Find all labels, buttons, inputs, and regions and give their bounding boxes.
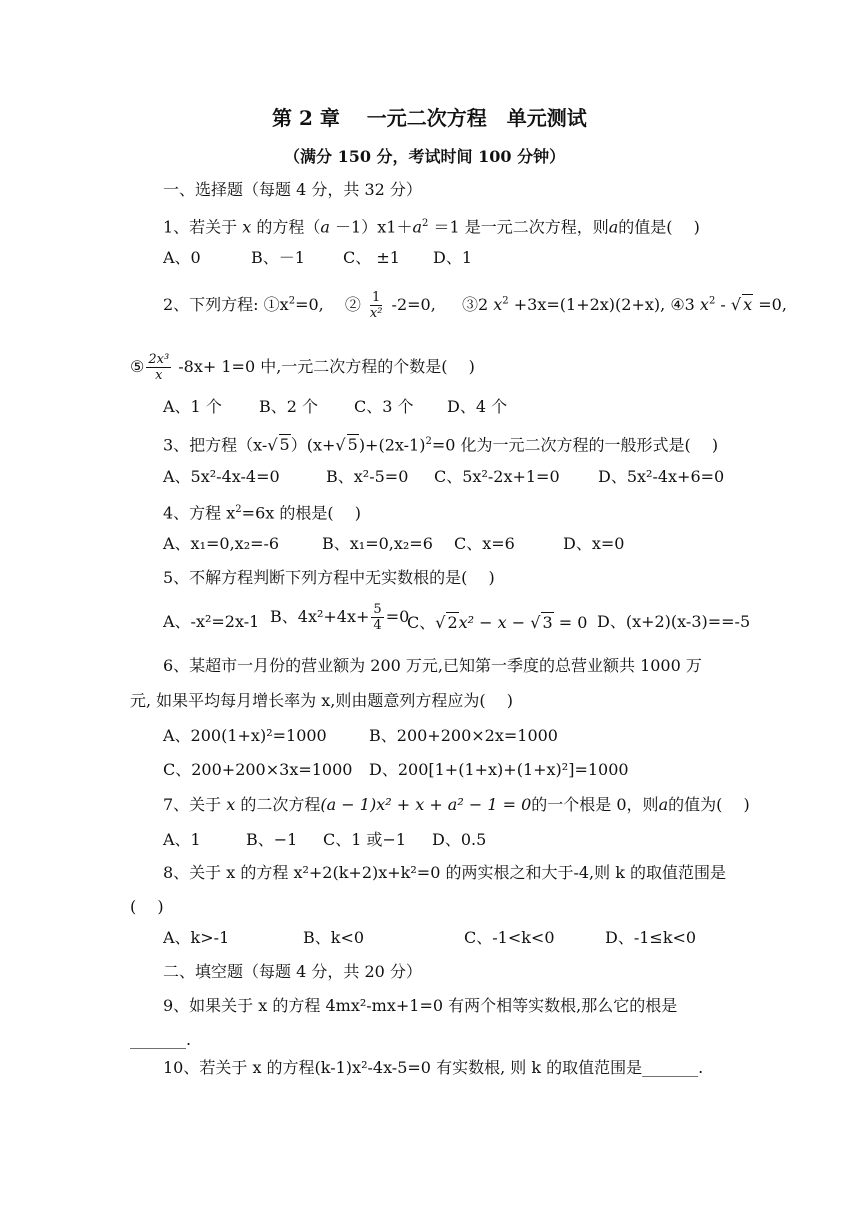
q5-option-a: A、-x²=2x-1 <box>163 612 260 631</box>
question-1: 1、若关于 x 的方程$(a -1)x1+a^2 =1$ 是一元二次方程，则a的值是( ) <box>163 217 700 237</box>
question-7: 7、关于 x 的二次方程(a − 1)x² + x + a² − 1 = 0的一个根是 0，则a的值为( ) <box>163 795 750 814</box>
question-8-line2: ( ) <box>130 897 164 916</box>
question-2-line2: ⑤ $\frac{\text{2x³}}{x}$ -8x+ 1=0 中,一元二次方程的个数是( ) <box>130 352 475 383</box>
q2-fraction-5: $\frac{\text{2x³}}{x}$ <box>148 352 170 383</box>
q8-option-d: D、-1≤k<0 <box>605 928 697 947</box>
question-10: 10、若关于 x 的方程(k-1)x²-4x-5=0 有实数根, 则 k 的取值范围是_______. <box>163 1058 704 1077</box>
q2-option-b: B、2 个 <box>259 397 319 416</box>
q3-option-b: B、x²-5=0 <box>326 467 409 486</box>
question-6-line2: 元, 如果平均每月增长率为 x,则由题意列方程应为( ) <box>130 691 513 710</box>
q7-option-b: B、−1 <box>246 830 298 849</box>
q1-option-a: A、0 <box>163 248 201 267</box>
q1-option-c: C、 ±1 <box>343 248 400 267</box>
q2-option-a: A、1 个 <box>163 397 222 416</box>
q4-option-a: A、x₁=0,x₂=-6 <box>163 534 280 553</box>
q3-option-c: C、5x²-2x+1=0 <box>434 467 560 486</box>
q3-option-d: D、5x²-4x+6=0 <box>598 467 725 486</box>
q7-option-d: D、0.5 <box>432 830 487 849</box>
q7-option-c: C、1 或−1 <box>323 830 407 849</box>
q4-option-c: C、x=6 <box>454 534 515 553</box>
section-heading-choice: 一、选择题（每题 4 分，共 32 分） <box>163 180 422 199</box>
question-9-answer-blank: _______. <box>130 1030 192 1049</box>
q4-option-d: D、x=0 <box>563 534 625 553</box>
question-8-line1: 8、关于 x 的方程 x²+2(k+2)x+k²=0 的两实根之和大于-4,则 k 的取值范围是 <box>163 863 727 882</box>
q8-option-b: B、k<0 <box>303 928 365 947</box>
page-title: 第 2 章 一元二次方程 单元测试 <box>272 106 587 130</box>
question-2-line1: 2、下列方程: $①x^2=0$, ② $\frac{1}{\text{x²}}$ -2=0, ③2 $x^2 +3x=(1+2x)(2+x)$, ④3 $x^2$ - √ x =0, <box>163 290 787 321</box>
q5-option-d: D、(x+2)(x-3)==-5 <box>597 612 751 631</box>
q6-option-a: A、200(1+x)²=1000 <box>163 726 327 745</box>
q8-option-c: C、-1<k<0 <box>464 928 555 947</box>
q5-option-c: C、√ 2x² − x − √ 3 = 0 <box>407 613 588 632</box>
q6-option-b: B、200+200×2x=1000 <box>369 726 558 745</box>
q8-option-a: A、k>-1 <box>163 928 230 947</box>
question-9-line1: 9、如果关于 x 的方程 4mx²-mx+1=0 有两个相等实数根,那么它的根是 <box>163 996 678 1015</box>
q3-option-a: A、5x²-4x-4=0 <box>163 467 280 486</box>
q6-option-d: D、200[1+(1+x)+(1+x)²]=1000 <box>369 760 629 779</box>
q2-option-c: C、3 个 <box>354 397 414 416</box>
q2-fraction: $\frac{1}{\text{x²}}$ <box>369 290 383 321</box>
q1-option-b: B、－1 <box>251 248 305 267</box>
q2-option-d: D、4 个 <box>447 397 508 416</box>
question-5: 5、不解方程判断下列方程中无实数根的是( ) <box>163 568 495 587</box>
page-subtitle: （满分 150 分，考试时间 100 分钟） <box>284 147 566 166</box>
q1-option-d: D、1 <box>433 248 473 267</box>
q5-option-b: B、4x²+4x+ $\frac{5}{4}$ =0 <box>270 602 410 633</box>
q7-option-a: A、1 <box>163 830 201 849</box>
q4-option-b: B、x₁=0,x₂=6 <box>322 534 433 553</box>
question-4: 4、方程 $x^2=6x$ 的根是( ) <box>163 503 361 523</box>
q6-option-c: C、200+200×3x=1000 <box>163 760 353 779</box>
question-6-line1: 6、某超市一月份的营业额为 200 万元,已知第一季度的总营业额共 1000 万 <box>163 656 702 675</box>
section-heading-fill: 二、填空题（每题 4 分，共 20 分） <box>163 962 422 981</box>
question-3: 3、把方程（x-√ 5）(x+√ $5)+(2x-1)^2=0$ 化为一元二次方程的一般形式是( ) <box>163 435 719 455</box>
